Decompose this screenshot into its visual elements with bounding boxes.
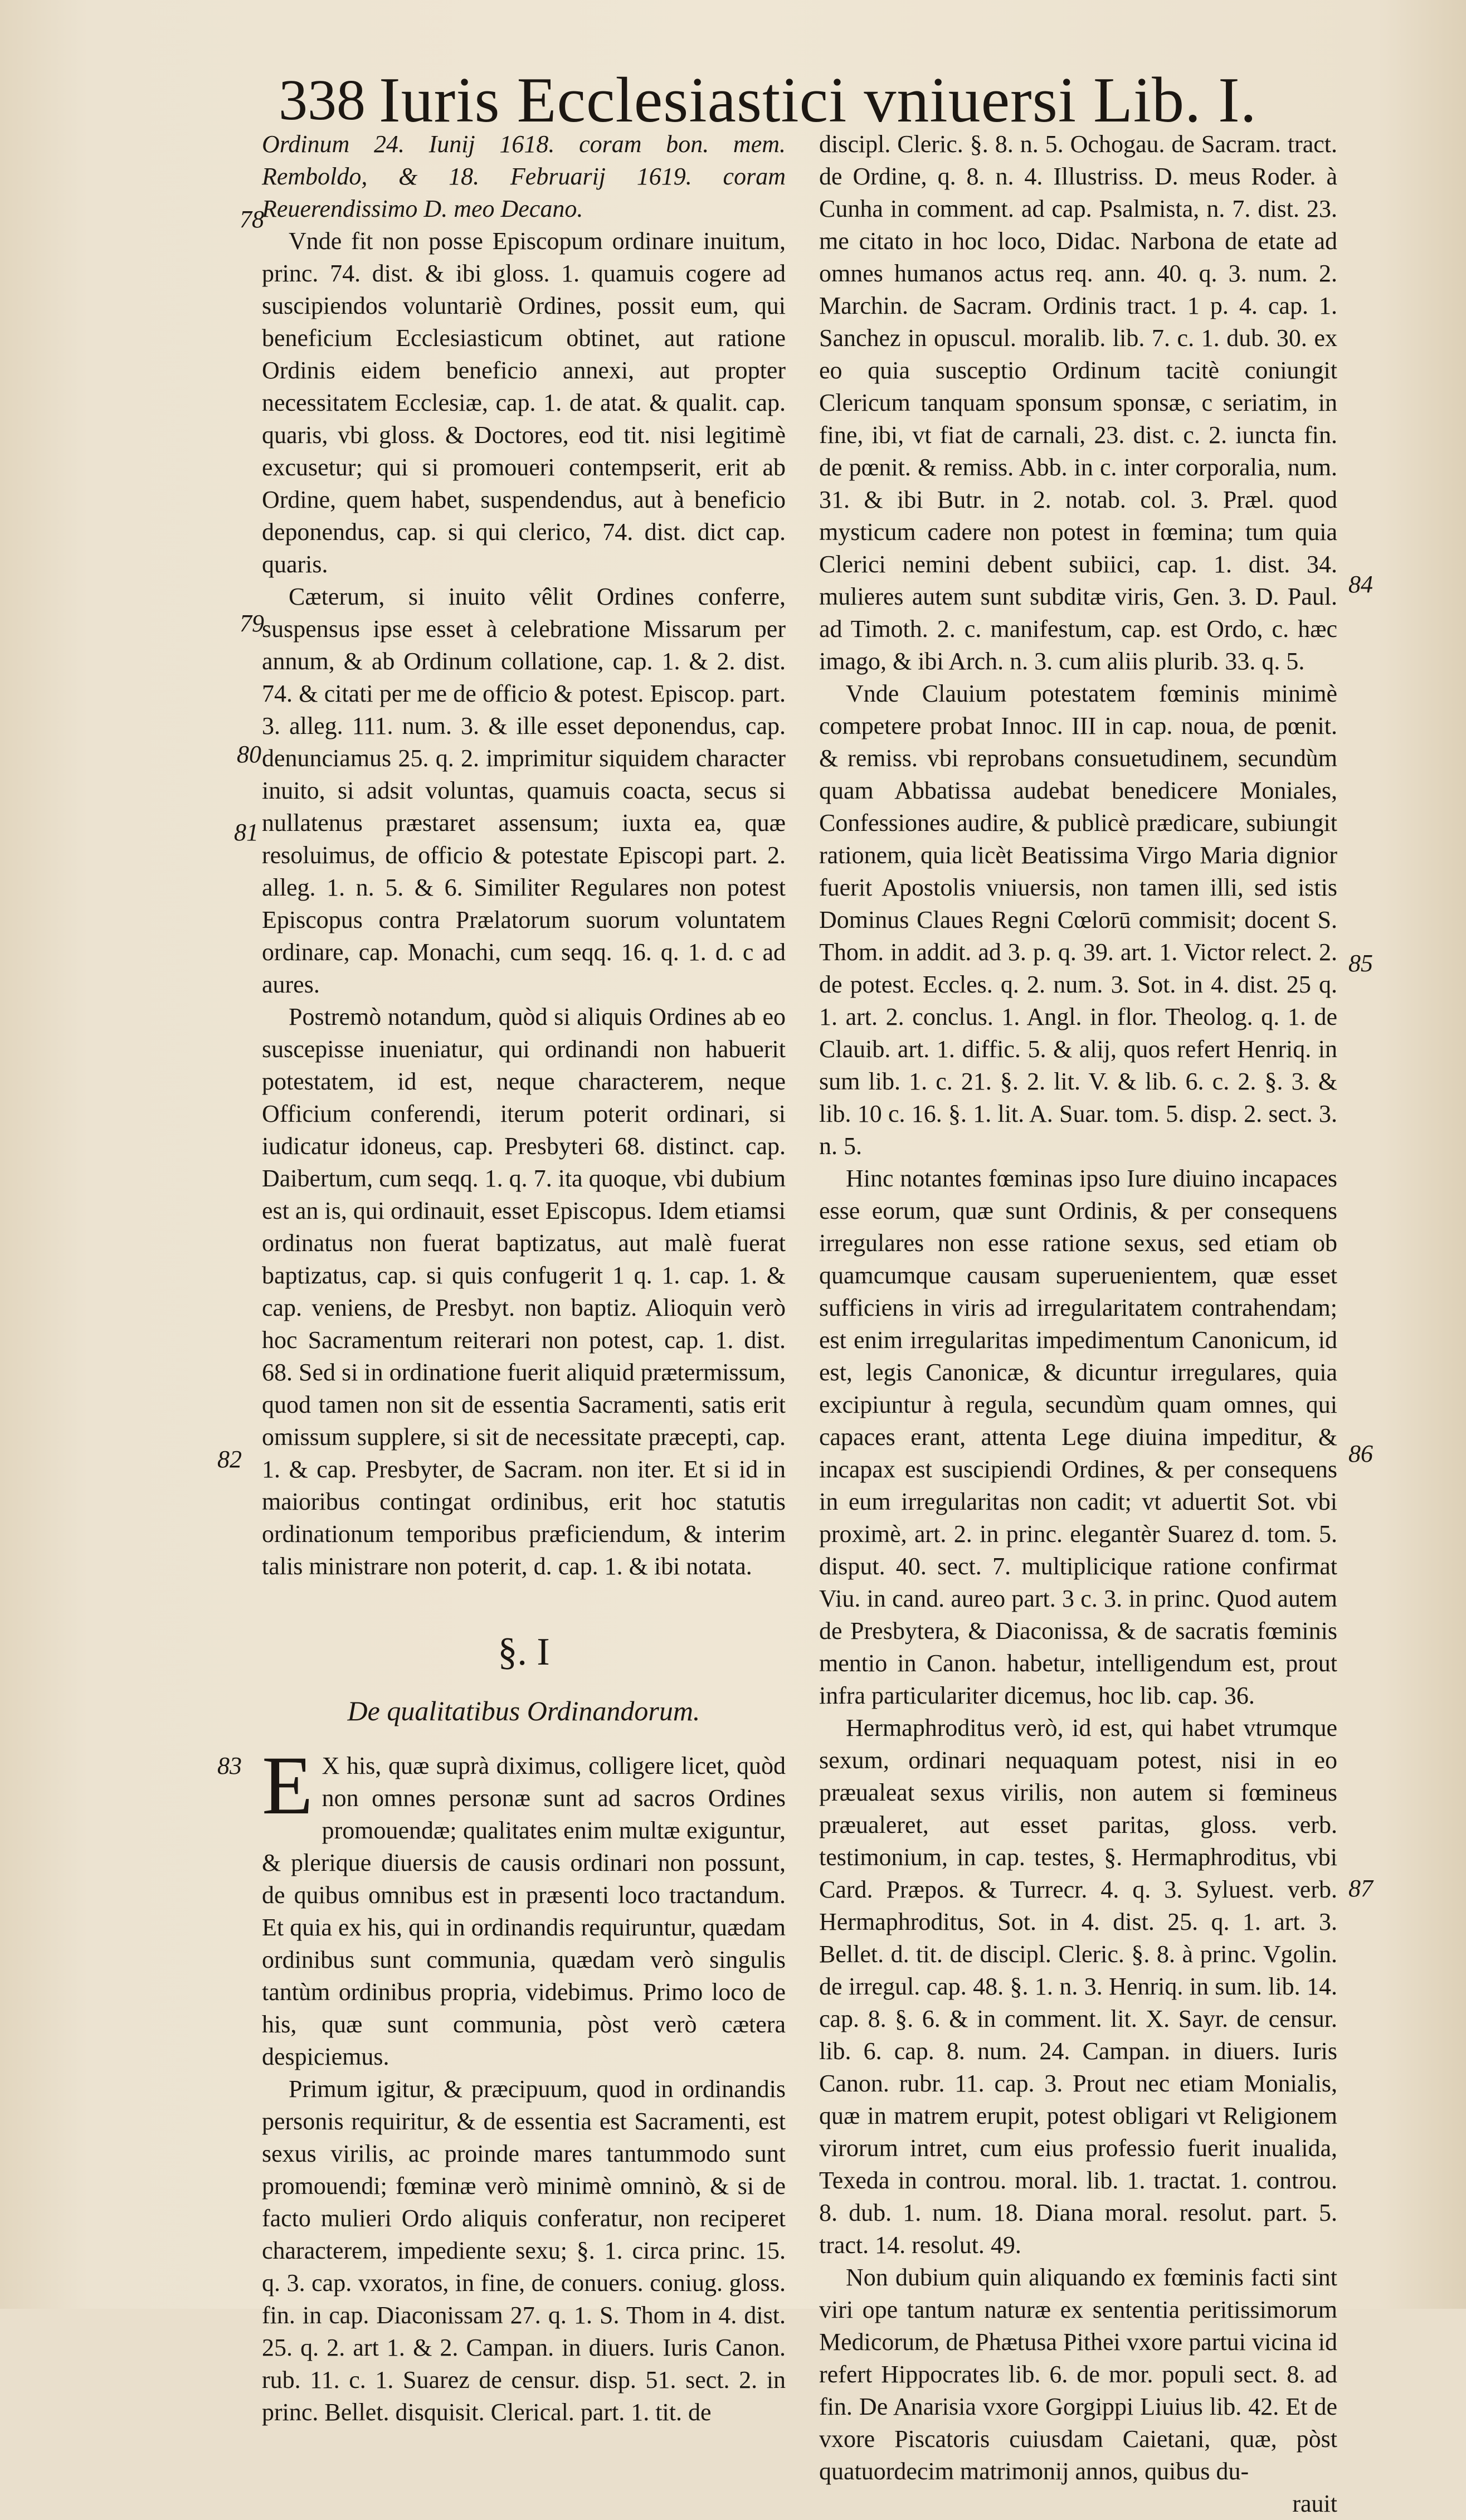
page-number: 338: [279, 68, 366, 132]
margin-number: 83: [217, 1752, 242, 1779]
paragraph-text: X his, quæ suprà diximus, colligere licet, quòd non omnes personæ sunt ad sacros Ordines promouendæ; qualitates enim multæ exiguntur, & plerique diuersis de causis ordinari non possunt, de quibus omnibus est in præsenti loco tractandum. Et quia ex his, qui in ordinandis requiruntur, quædam ordinibus sunt communia, quædam verò singulis tantùm ordinibus propria, videbimus. Primo loco de his, quæ sunt communia, pòst verò cætera despiciemus.: [262, 1752, 786, 2070]
paragraph: Hermaphroditus verò, id est, qui habet vtrumque sexum, ordinari nequaquam potest, nisi in eo præualeat sexus virilis, non autem si fœmineus præualeret, aut esset paritas, gloss. verb. testimonium, in cap. testes, §. Hermaphroditus, vbi Card. Præpos. & Turrecr. 4. q. 3. Syluest. verb. Hermaphroditus, Sot. in 4. dist. 25. q. 1. art. 3. Bellet. d. tit. de discipl. Cleric. §. 8. à princ. Vgolin. de irregul. cap. 48. §. 1. n. 3. Henriq. in sum. lib. 14. cap. 8. §. 6. & in comment. lit. X. Sayr. de censur. lib. 6. cap. 8. num. 24. Campan. in diuers. Iuris Canon. rubr. 11. cap. 3. Prout nec etiam Monialis, quæ in matrem erupit, potest obligari vt Religionem virorum intret, cum eius professio fuerit inualida, Texeda in controu. moral. lib. 1. tractat. 1. controu. 8. dub. 1. num. 18. Diana moral. resolut. part. 5. tract. 14. resolut. 49.: [819, 1714, 1337, 2259]
drop-cap: E: [262, 1739, 313, 1832]
catchword: rauit: [1292, 2490, 1337, 2517]
margin-number: 85: [1348, 950, 1373, 977]
section-title: §. I: [498, 1631, 550, 1673]
page-header: [279, 61, 1257, 139]
paragraph: Postremò notandum, quòd si aliquis Ordines ab eo suscepisse inueniatur, qui ordinandi non habuerit potestatem, id est, neque characterem, neque Officium conferendi, iterum poterit ordinari, si iudicatur idoneus, cap. Presbyteri 68. distinct. cap. Daibertum, cum seqq. 1. q. 7. ita quoque, vbi dubium est an is, qui ordinauit, esset Episcopus. Idem etiamsi ordinatus non fuerat baptizatus, aut malè fuerat baptizatus, cap. si quis confugerit 1 q. 1. cap. 1. & cap. veniens, de Presbyt. non baptiz. Alioquin verò hoc Sacramentum reiterari non potest, cap. 1. dist. 68. Sed si in ordinatione fuerit aliquid prætermissum, quod tamen non sit de essentia Sacramenti, satis erit omissum supplere, si sit de necessitate præcepti, cap. 1. & cap. Presbyter, de Sacram. non iter. Et si id in maioribus contingat ordinibus, erit hoc statutis ordinationum temporibus præficiendum, & interim talis ministrare non poterit, d. cap. 1. & ibi notata.: [262, 1003, 786, 1580]
right-column: [819, 128, 1337, 2520]
paragraph: Cæterum, si inuito vêlit Ordines conferre, suspensus ipse esset à celebratione Missarum per annum, & ab Ordinum collatione, cap. 1. & 2. dist. 74. & citati per me de officio & potest. Episcop. part. 3. alleg. 111. num. 3. & ille esset deponendus, cap. denunciamus 25. q. 2. imprimitur siquidem character inuito, si adsit voluntas, quamuis coacta, secus si nullatenus præstaret assensum; iuxta ea, quæ resoluimus, de officio & potestate Episcopi part. 2. alleg. 1. n. 5. & 6. Similiter Regulares non potest Episcopus contra Prælatorum suorum voluntatem ordinare, cap. Monachi, cum seqq. 16. q. 1. d. c ad aures.: [262, 583, 786, 998]
paragraph: Vnde fit non posse Episcopum ordinare inuitum, princ. 74. dist. & ibi gloss. 1. quamuis cogere ad suscipiendos voluntariè Ordines, possit eum, qui beneficium Ecclesiasticum obtinet, aut ratione Ordinis eidem beneficio annexi, aut propter necessitatem Ecclesiæ, cap. 1. de atat. & qualit. cap. quaris, vbi gloss. & Doctores, eod tit. nisi legitimè excusetur; qui si promoueri contempserit, erit ab Ordine, quem habet, suspendendus, aut à beneficio deponendus, cap. si qui clerico, 74. dist. dict cap. quaris.: [262, 227, 786, 578]
margin-number: 84: [1348, 571, 1373, 598]
margin-number: 81: [234, 819, 259, 846]
section-subtitle: De qualitatibus Ordinandorum.: [347, 1695, 700, 1726]
paragraph: Ordinum 24. Iunij 1618. coram bon. mem. Remboldo, & 18. Februarij 1619. coram Reuerendissimo D. meo Decano.: [262, 130, 786, 222]
paragraph: Hinc notantes fœminas ipso Iure diuino incapaces esse eorum, quæ sunt Ordinis, & per consequens irregulares non esse ratione sexus, sed etiam ob quamcumque causam superuenientem, quæ esset sufficiens in viris ad irregularitatem contrahendam; est enim irregularitas impedimentum Canonicum, id est, legis Canonicæ, & dicuntur irregulares, quia excipiuntur à regula, secundùm quam omnes, qui capaces erant, attenta Lege diuina impeditur, & incapax est suscipiendi Ordines, & per consequens in eum irregularitas non cadit; vt aduertit Sot. vbi proximè, art. 2. in princ. elegantèr Suarez d. tom. 5. disput. 40. sect. 7. multiplicique ratione confirmat Viu. in cand. aureo part. 3 c. 3. in princ. Quod autem de Presbytera, & Diaconissa, & de sacratis fœminis mentio in Canon. habetur, intelligendum est, prout infra particulariter dicemus, hoc lib. cap. 36.: [819, 1165, 1337, 1709]
margin-number: 86: [1348, 1440, 1373, 1467]
margin-number: 87: [1348, 1875, 1373, 1902]
margin-number: 79: [240, 610, 264, 637]
paragraph: [262, 1739, 786, 2073]
running-title: Iuris Ecclesiastici vniuersi Lib. I.: [379, 65, 1257, 136]
paragraph: discipl. Cleric. §. 8. n. 5. Ochogau. de Sacram. tract. de Ordine, q. 8. n. 4. Illustriss. D. meus Roder. à Cunha in comment. ad cap. Psalmista, n. 7. dist. 23. me citato in hoc loco, Didac. Narbona de etate ad omnes humanos actus req. ann. 40. q. 3. num. 2. Marchin. de Sacram. Ordinis tract. 1 p. 4. cap. 1. Sanchez in opuscul. moralib. lib. 7. c. 1. dub. 30. ex eo quia susceptio Ordinum tacitè coniungit Clericum tanquam sponsum sponsæ, c seriatim, in fine, ibi, vt fiat de carnali, 23. dist. c. 2. iuncta fin. de pœnit. & remiss. Abb. in c. inter corporalia, num. 31. & ibi Butr. in 2. notab. col. 3. Præl. quod mysticum cadere non potest in fœmina; tum quia Clerici nemini debent subiici, cap. 1. dist. 34. mulieres autem sunt subditæ viris, Gen. 3. D. Paul. ad Timoth. 2. c. manifestum, cap. est Ordo, c. hæc imago, & ibi Arch. n. 3. cum aliis plurib. 33. q. 5.: [819, 130, 1337, 675]
paragraph: Primum igitur, & præcipuum, quod in ordinandis personis requiritur, & de essentia est Sacramenti, est sexus virilis, ac proinde mares tantummodo sunt promouendi; fœminæ verò minimè omninò, & si de facto mulieri Ordo aliquis conferatur, non reciperet characterem, impediente sexu; §. 1. circa princ. 15. q. 3. cap. vxoratos, in fine, de conuers. coniug. gloss. fin. in cap. Diaconissam 27. q. 1. S. Thom in 4. dist. 25. q. 2. art 1. & 2. Campan. in diuers. Iuris Canon. rub. 11. c. 1. Suarez de censur. disp. 51. sect. 2. in princ. Bellet. disquisit. Clerical. part. 1. tit. de: [262, 2075, 786, 2426]
paragraph: Vnde Clauium potestatem fœminis minimè competere probat Innoc. III in cap. noua, de pœnit. & remiss. vbi reprobans consuetudinem, secundùm quam Abbatissa audebat benedicere Moniales, Confessiones audire, & publicè prædicare, subiungit rationem, quia licèt Beatissima Virgo Maria dignior fuerit Apostolis vniuersis, non tamen illi, sed istis Dominus Claues Regni Cœlorū commisit; docent S. Thom. in addit. ad 3. p. q. 39. art. 1. Victor relect. 2. de potest. Eccles. q. 2. num. 3. Sot. in 4. dist. 25 q. 1. art. 2. conclus. 1. Angl. in flor. Theolog. q. 1. de Clauib. art. 1. diffic. 5. & alij, quos refert Henriq. in sum lib. 1. c. 21. §. 2. lit. V. & lib. 6. c. 2. §. 3. & lib. 10 c. 16. §. 1. lit. A. Suar. tom. 5. disp. 2. sect. 3. n. 5.: [819, 680, 1337, 1160]
left-column: [262, 128, 786, 2429]
margin-number: 82: [217, 1446, 242, 1473]
paragraph: Non dubium quin aliquando ex fœminis facti sint viri ope tantum naturæ ex sententia peritissimorum Medicorum, de Phætusa Pithei vxore partui vicina id refert Hippocrates lib. 6. de mor. populi sect. 8. ad fin. De Anarisia vxore Gorgippi Liuius lib. 42. Et de vxore Piscatoris cuiusdam Caietani, quæ, pòst quatuordecim matrimonij annos, quibus du-: [819, 2264, 1337, 2485]
margin-number: 80: [237, 741, 261, 768]
margin-number: 78: [240, 206, 264, 233]
